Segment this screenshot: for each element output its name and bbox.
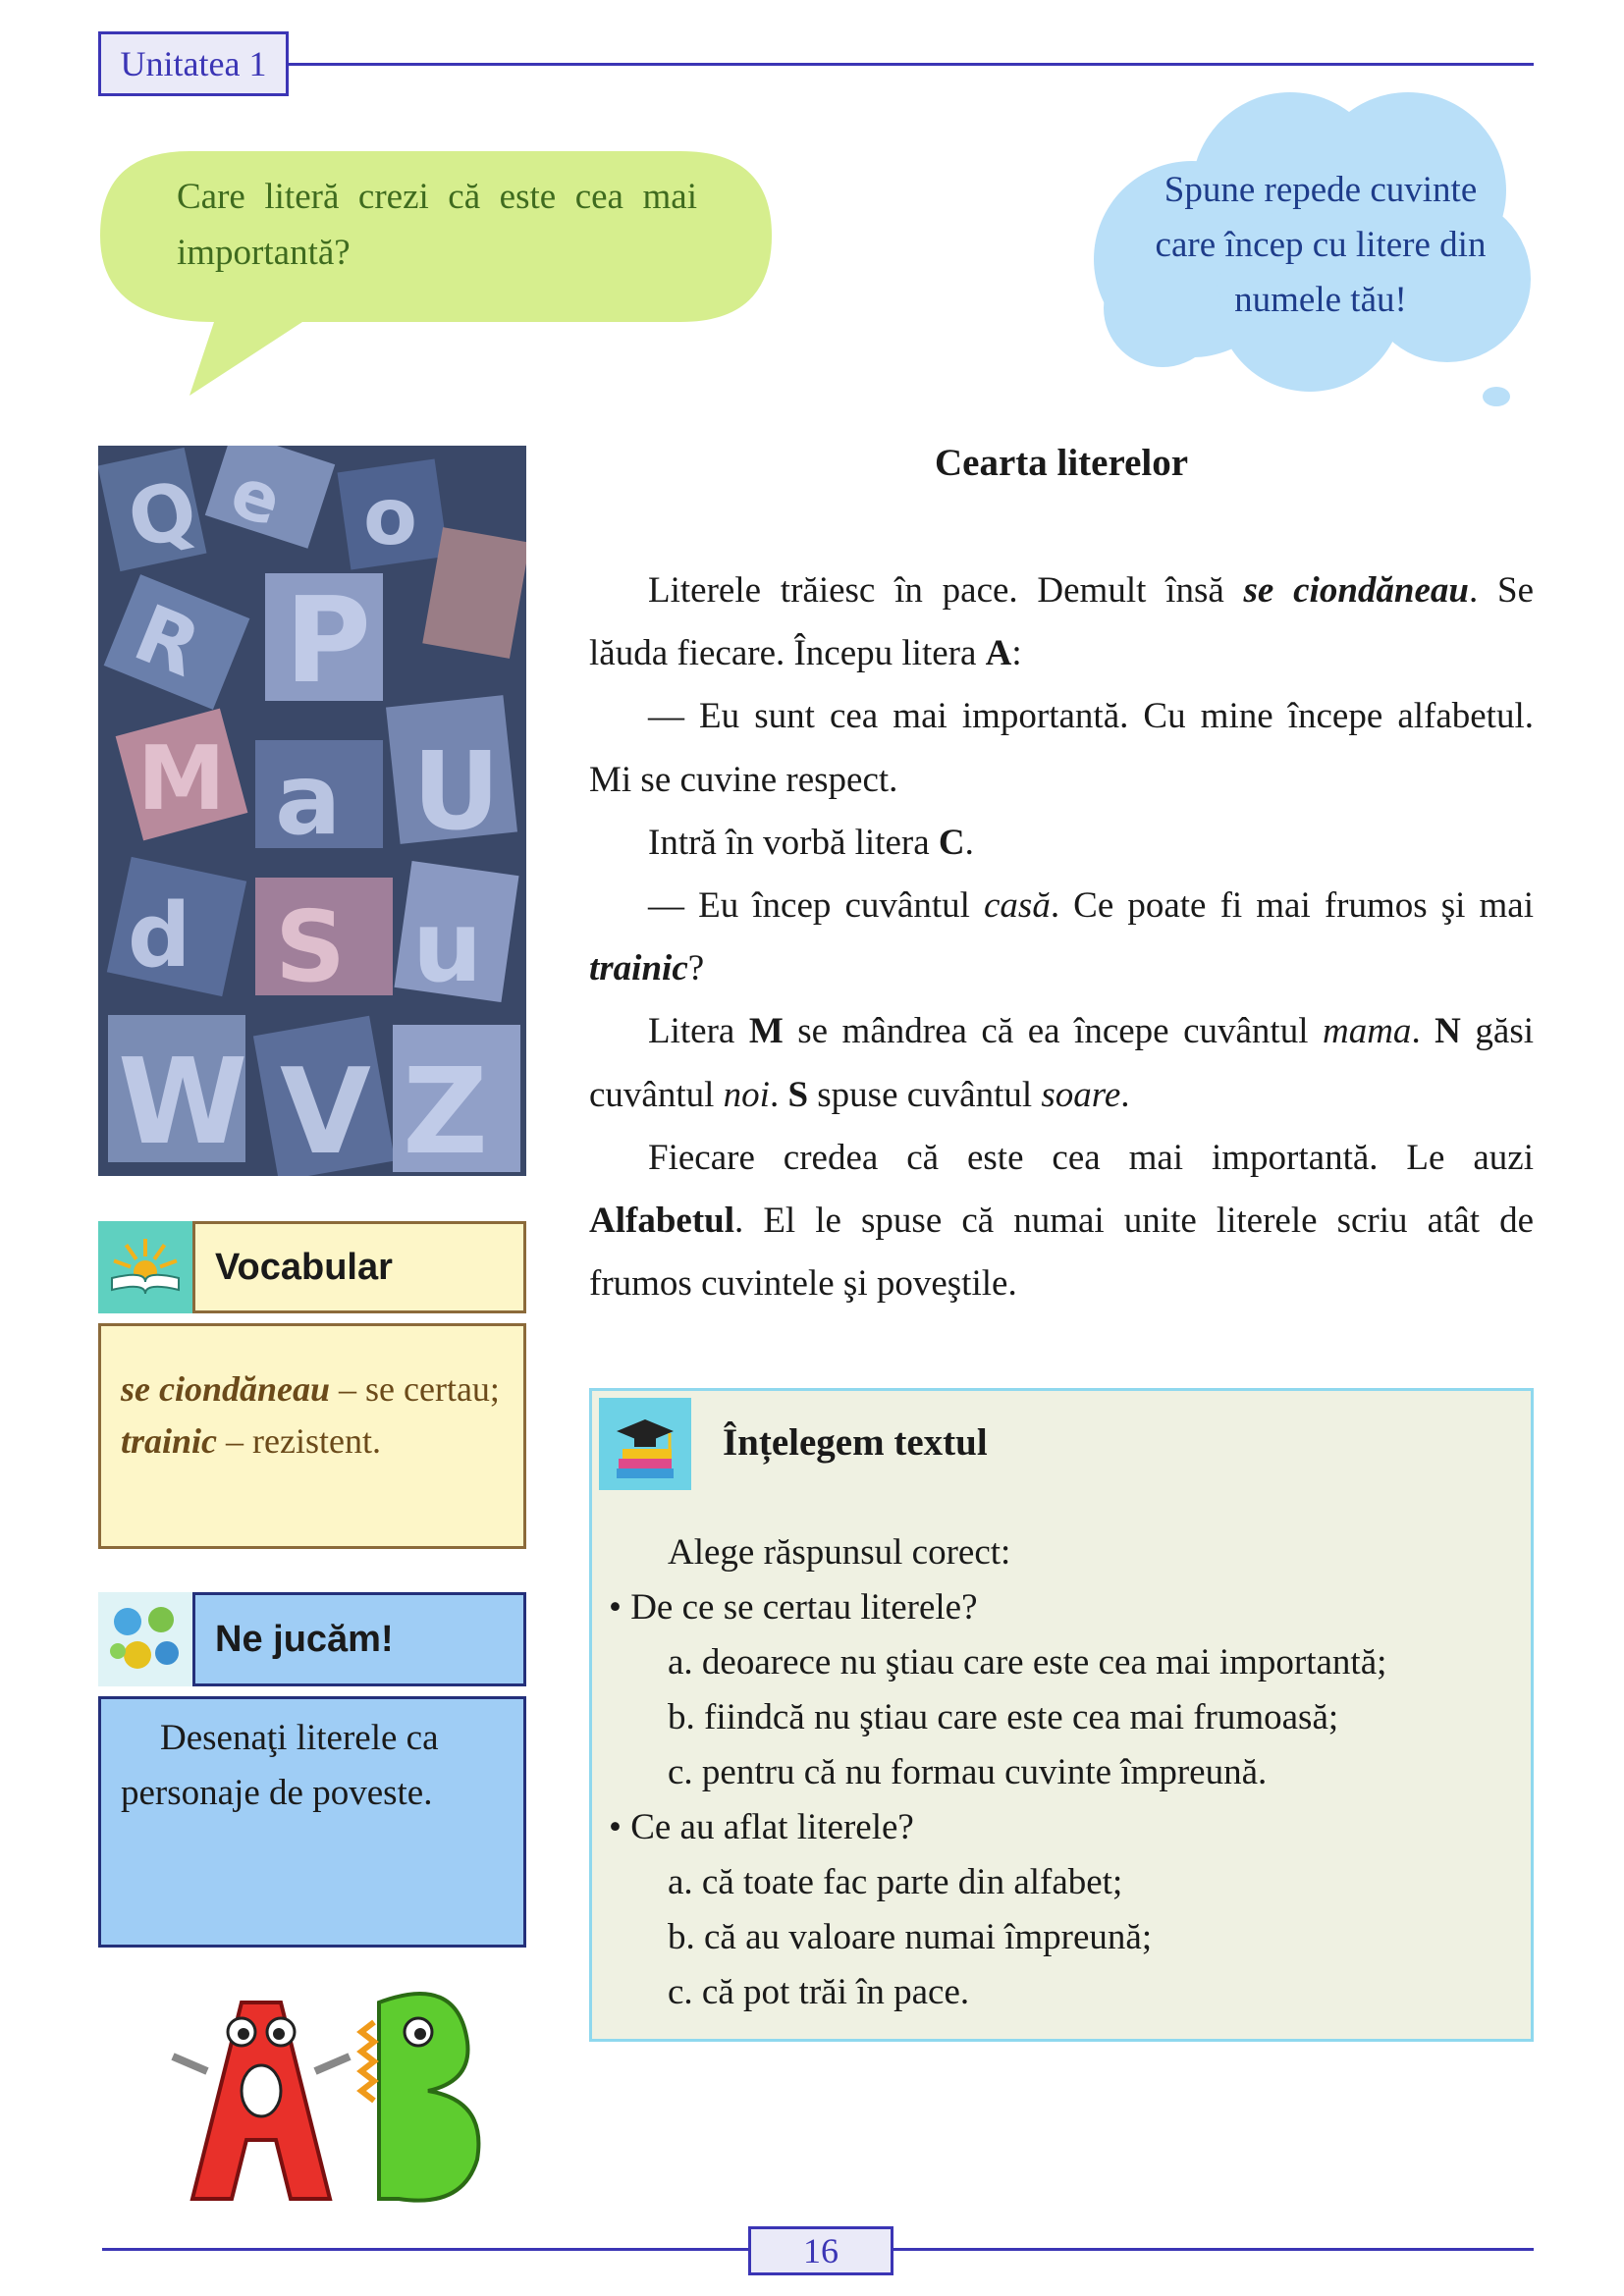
letter-blocks-photo (98, 446, 526, 1176)
svg-text:o: o (363, 471, 417, 562)
question-1: • De ce se certau literele? (609, 1587, 978, 1628)
question-2-option-a: a. că toate fac parte din alfabet; (668, 1862, 1123, 1902)
vocabulary-definitions (98, 1323, 526, 1549)
svg-text:Z: Z (403, 1044, 489, 1176)
svg-text:M: M (137, 727, 226, 830)
svg-text:u: u (412, 889, 483, 1004)
graduation-cap-books-icon (599, 1398, 691, 1490)
question-1-option-a: a. deoarece nu ştiau care este cea mai importantă; (668, 1642, 1387, 1682)
svg-text:a: a (275, 742, 342, 857)
open-book-sun-icon (98, 1221, 192, 1313)
cloud-prompt (1129, 163, 1512, 328)
comprehension-instruction: Alege răspunsul corect: (668, 1532, 1011, 1573)
cloud-line-3: numele tău! (1234, 280, 1407, 320)
bubble-line-2: importantă? (177, 233, 351, 273)
bubble-line-1: Care literă crezi că este cea mai (177, 177, 697, 217)
story-paragraph-4: — Eu încep cuvântul casă. Ce poate fi mai frumos şi mai trainic? (589, 885, 1534, 989)
letter-monsters-illustration (134, 1963, 526, 2209)
svg-text:W: W (118, 1035, 248, 1171)
question-2: • Ce au aflat literele? (609, 1807, 914, 1847)
game-instructions (98, 1696, 526, 1948)
svg-text:Q: Q (120, 462, 205, 567)
cloud-line-1: Spune repede cuvinte (1164, 170, 1478, 210)
monster-b-icon (361, 1994, 478, 2201)
question-2-option-b: b. că au valoare numai împreună; (668, 1917, 1153, 1957)
story-paragraph-2: — Eu sunt cea mai importantă. Cu mine începe alfabetul. Mi se cuvine respect. (589, 696, 1534, 800)
monster-a-icon (173, 2002, 350, 2199)
question-1-option-c: c. pentru că nu formau cuvinte împreună. (668, 1752, 1268, 1792)
vocab-term-2: trainic (121, 1421, 218, 1461)
vocab-term-1: se ciondăneau (121, 1369, 331, 1409)
vocab-def-2: – rezistent. (217, 1421, 381, 1461)
story-paragraph-3: Intră în vorbă litera C. (648, 822, 974, 863)
game-title: Ne jucăm! (192, 1592, 526, 1686)
story-paragraph-1: Literele trăiesc în pace. Demult însă se ciondăneau. Se lăuda fiecare. Începu litera A: (589, 570, 1534, 674)
hands-icon (98, 1592, 192, 1686)
svg-text:R: R (122, 587, 213, 695)
svg-text:e: e (221, 451, 292, 543)
story-paragraph-6: Fiecare credea că este cea mai importantă. Le auzi Alfabetul. El le spuse că numai unite literele scriu atât de frumos cuvintele şi poveştile. (589, 1137, 1534, 1305)
vocabulary-title: Vocabular (192, 1221, 526, 1313)
story-title: Cearta literelor (934, 442, 1189, 484)
game-line-2: personaje de poveste. (121, 1773, 433, 1813)
footer-rule-left (102, 2248, 748, 2251)
game-line-1: Desenaţi literele ca (160, 1718, 439, 1758)
vocab-def-1: – se certau; (330, 1369, 500, 1409)
unit-label: Unitatea 1 (98, 31, 289, 96)
cloud-line-2: care încep cu litere din (1155, 225, 1487, 265)
question-1-option-b: b. fiindcă nu ştiau care este cea mai frumoasă; (668, 1697, 1339, 1737)
header-rule (289, 63, 1534, 66)
comprehension-title: Înțelegem textul (723, 1421, 988, 1464)
svg-text:V: V (280, 1044, 371, 1176)
svg-text:U: U (412, 728, 501, 854)
footer-rule-right (893, 2248, 1534, 2251)
page-number: 16 (748, 2226, 893, 2275)
bubble-question (177, 169, 697, 281)
comprehension-questions (609, 1525, 1512, 2020)
svg-text:P: P (285, 573, 371, 710)
question-2-option-c: c. că pot trăi în pace. (668, 1972, 970, 2012)
story-text (589, 560, 1534, 1315)
svg-text:S: S (275, 889, 347, 1004)
story-paragraph-5: Litera M se mândrea că ea începe cuvântul mama. N găsi cuvântul noi. S spuse cuvântul soare. (589, 1011, 1534, 1115)
svg-text:d: d (128, 884, 191, 988)
